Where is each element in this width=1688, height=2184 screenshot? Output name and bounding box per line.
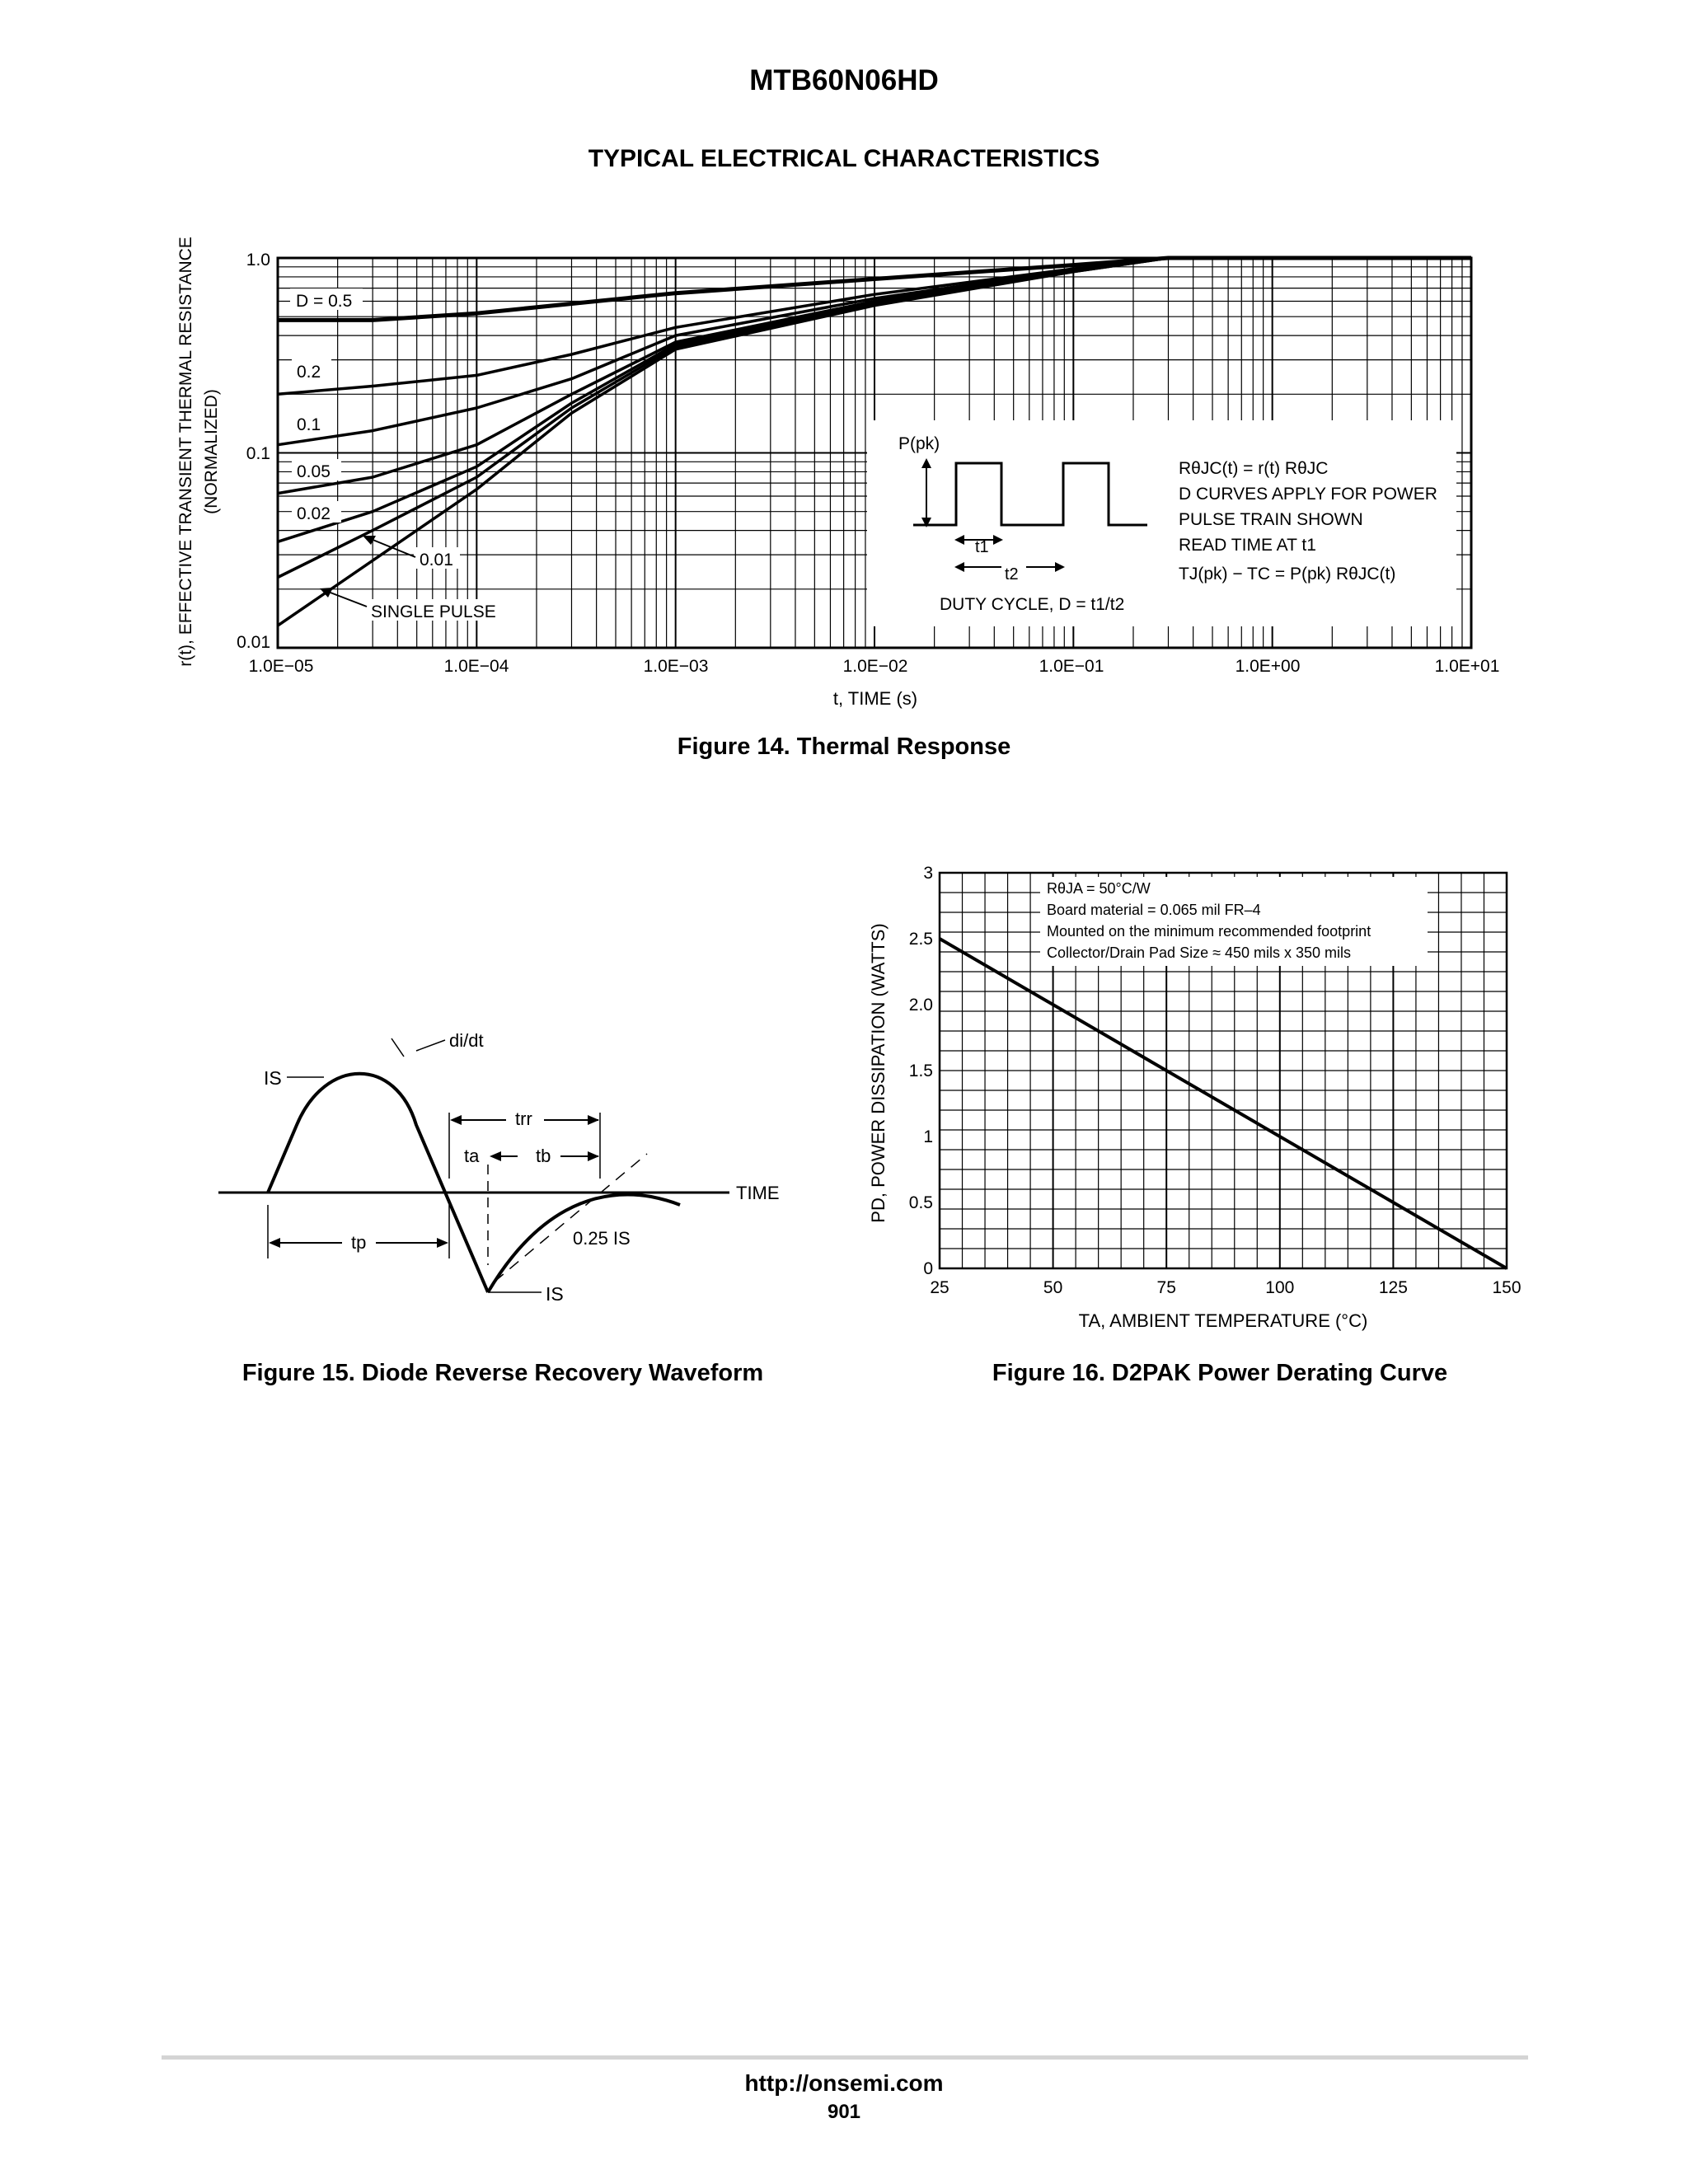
inset-t2-label: t2 [1005, 565, 1019, 583]
figure16-ytick: 2.0 [908, 996, 933, 1015]
curve-label-d01: 0.1 [297, 415, 321, 434]
figure16-ytick: 1 [923, 1127, 933, 1146]
ta-label: ta [464, 1146, 480, 1166]
figure14-xtick: 1.0E−04 [443, 657, 509, 676]
figure16-note: RθJA = 50°C/W [1047, 880, 1151, 897]
figure16-xticks [930, 1278, 1521, 1297]
figure14-xlabel: t, TIME (s) [832, 688, 918, 709]
inset-duty-cycle: DUTY CYCLE, D = t1/t2 [940, 595, 1125, 614]
is-bottom-label: IS [546, 1283, 564, 1305]
figure16-xtick: 125 [1378, 1278, 1408, 1297]
figure16-ytick: 3 [923, 864, 933, 883]
figure14-xtick: 1.0E−05 [248, 657, 314, 676]
curve-label-d05: D = 0.5 [296, 292, 353, 311]
quarter-is-label: 0.25 IS [573, 1228, 631, 1249]
figure14-ylabel: r(t), EFFECTIVE TRANSIENT THERMAL RESISTANCE [176, 237, 195, 667]
inset-note: RθJC(t) = r(t) RθJC [1179, 459, 1329, 478]
figure14-xtick: 1.0E−01 [1039, 657, 1104, 676]
figure16-note: Mounted on the minimum recommended footprint [1047, 923, 1372, 940]
figure14-caption: Figure 14. Thermal Response [677, 733, 1011, 760]
inset-note: TJ(pk) − TC = P(pk) RθJC(t) [1179, 565, 1396, 583]
figure16-xtick: 25 [930, 1278, 950, 1297]
figure16-ylabel: PD, POWER DISSIPATION (WATTS) [868, 923, 889, 1223]
figure14-ytick: 1.0 [246, 251, 270, 269]
figure16-curves [940, 939, 1507, 1268]
footer-url[interactable]: http://onsemi.com [744, 2070, 944, 2096]
figure14-xtick: 1.0E−02 [842, 657, 908, 676]
figure16-xlabel: TA, AMBIENT TEMPERATURE (°C) [1078, 1310, 1368, 1331]
figure14-xtick: 1.0E−03 [643, 657, 709, 676]
tp-label: tp [351, 1232, 367, 1253]
inset-t1-label: t1 [975, 538, 989, 556]
trr-label: trr [515, 1108, 532, 1129]
didt-label: di/dt [449, 1030, 484, 1051]
curve-label-single-pulse: SINGLE PULSE [371, 602, 496, 621]
figure16-ytick: 2.5 [908, 930, 933, 949]
inset-note: PULSE TRAIN SHOWN [1179, 510, 1363, 529]
figure14-ytick: 0.1 [246, 444, 270, 463]
forward-current-curve [268, 1074, 488, 1292]
document-title: MTB60N06HD [749, 64, 939, 96]
figure16-xtick: 50 [1043, 1278, 1063, 1297]
figure16-ytick: 0 [923, 1259, 933, 1278]
page-number: 901 [827, 2101, 861, 2123]
curve-label-d02: 0.2 [297, 363, 321, 382]
figure16-yticks [909, 864, 933, 1278]
figure15-caption: Figure 15. Diode Reverse Recovery Waveform [241, 1360, 764, 1386]
inset-ppk-label: P(pk) [898, 434, 940, 453]
time-label: TIME [736, 1183, 780, 1203]
footer-divider [162, 2055, 1528, 2060]
figure14-xtick: 1.0E+00 [1235, 657, 1301, 676]
is-top-label: IS [264, 1067, 282, 1089]
derating-line [940, 939, 1507, 1268]
section-title: TYPICAL ELECTRICAL CHARACTERISTICS [588, 145, 1100, 172]
figure16-xtick: 100 [1265, 1278, 1295, 1297]
figure14-ylabel-2: (NORMALIZED) [202, 389, 221, 514]
figure16-caption: Figure 16. D2PAK Power Derating Curve [992, 1360, 1448, 1386]
figure16-xtick: 75 [1156, 1278, 1176, 1297]
inset-note: READ TIME AT t1 [1179, 536, 1316, 555]
figure15-waveform [218, 1030, 780, 1305]
figure16-xtick: 150 [1492, 1278, 1522, 1297]
inset-note: D CURVES APPLY FOR POWER [1179, 485, 1437, 504]
figure14-inset [867, 420, 1456, 626]
figure16-note: Collector/Drain Pad Size ≈ 450 mils x 350 mils [1047, 944, 1352, 961]
figure14-ytick: 0.01 [237, 633, 270, 652]
curve-label-d001: 0.01 [420, 551, 453, 569]
curve-label-d005: 0.05 [297, 462, 331, 481]
figure16-note: Board material = 0.065 mil FR–4 [1047, 902, 1261, 918]
figure16-ytick: 1.5 [908, 1062, 933, 1080]
figure14-xtick: 1.0E+01 [1434, 657, 1500, 676]
curve-label-d002: 0.02 [297, 504, 331, 523]
figure16-ytick: 0.5 [908, 1193, 933, 1212]
tb-label: tb [536, 1146, 551, 1166]
